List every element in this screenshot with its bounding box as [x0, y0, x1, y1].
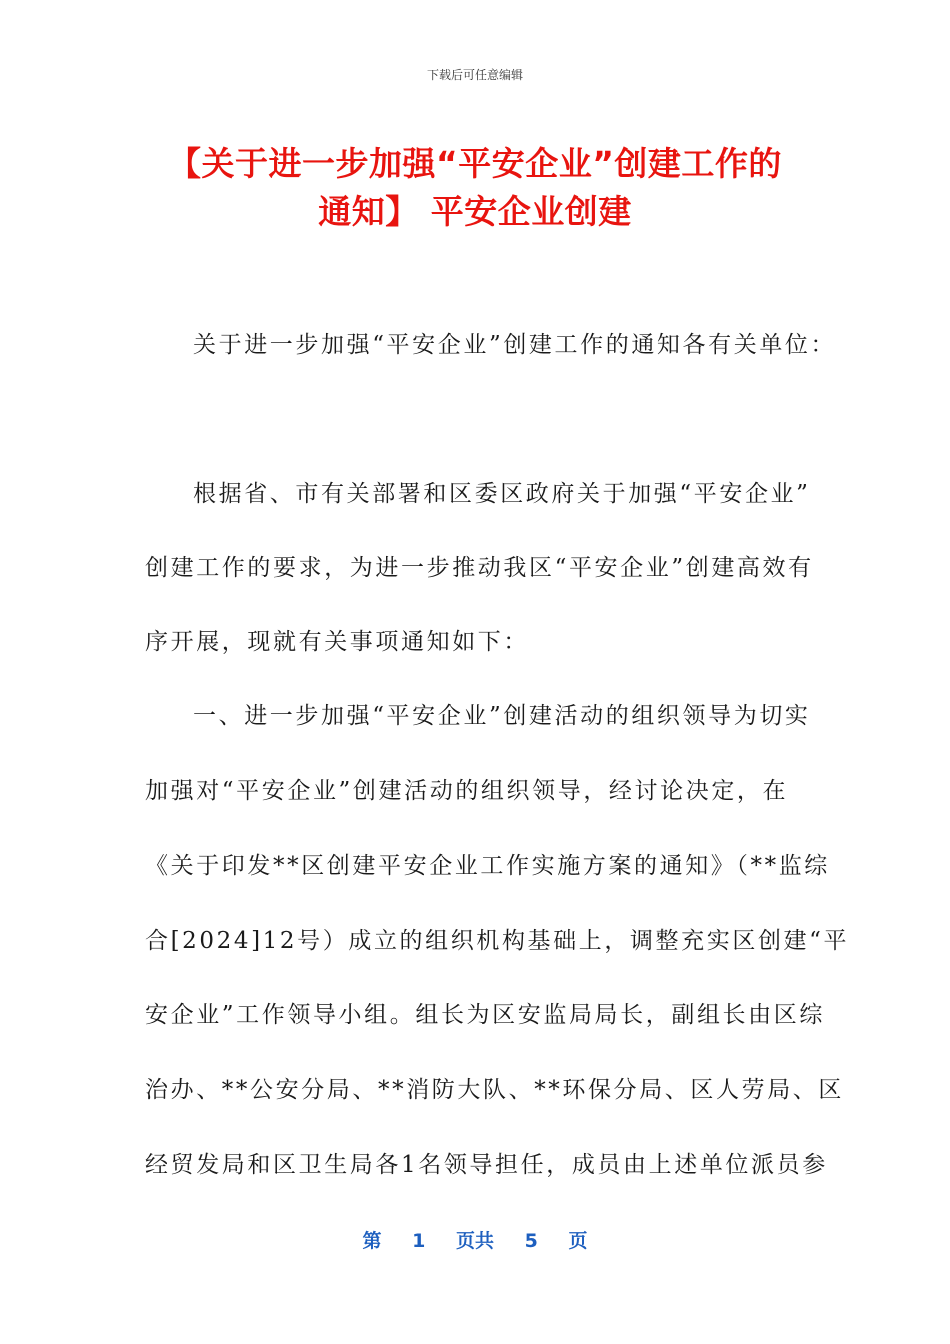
document-title [145, 140, 805, 236]
salutation: 关于进一步加强“平安企业”创建工作的通知各有关单位： [193, 332, 837, 358]
body-line: 创建工作的要求，为进一步推动我区“平安企业”创建高效有 [145, 555, 814, 581]
page-number: 1 [412, 1230, 426, 1252]
body-line: 《关于印发**区创建平安企业工作实施方案的通知》（**监综 [145, 853, 830, 879]
total-label: 页共 [455, 1230, 494, 1252]
page-footer [0, 1226, 950, 1253]
body-line: 序开展，现就有关事项通知如下： [145, 629, 529, 655]
title-line-2: 通知】 平安企业创建 [318, 192, 632, 231]
title-line-1: 【关于进一步加强“平安企业”创建工作的 [168, 144, 782, 183]
body-line: 根据省、市有关部署和区委区政府关于加强“平安企业” [193, 481, 811, 507]
header-note: 下载后可任意编辑 [426, 68, 523, 82]
body-line: 安企业”工作领导小组。组长为区安监局局长，副组长由区综 [145, 1002, 825, 1028]
body-line: 经贸发局和区卫生局各1名领导担任，成员由上述单位派员参 [145, 1152, 828, 1178]
page-label: 第 [362, 1230, 382, 1252]
page-suffix: 页 [568, 1230, 588, 1252]
total-pages: 5 [524, 1230, 538, 1252]
body-line: 治办、**公安分局、**消防大队、**环保分局、区人劳局、区 [145, 1077, 844, 1103]
body-line: 合[2024]12号）成立的组织机构基础上，调整充实区创建“平 [145, 928, 850, 954]
body-line: 一、进一步加强“平安企业”创建活动的组织领导为切实 [193, 703, 811, 729]
body-line: 加强对“平安企业”创建活动的组织领导，经讨论决定，在 [145, 778, 789, 804]
